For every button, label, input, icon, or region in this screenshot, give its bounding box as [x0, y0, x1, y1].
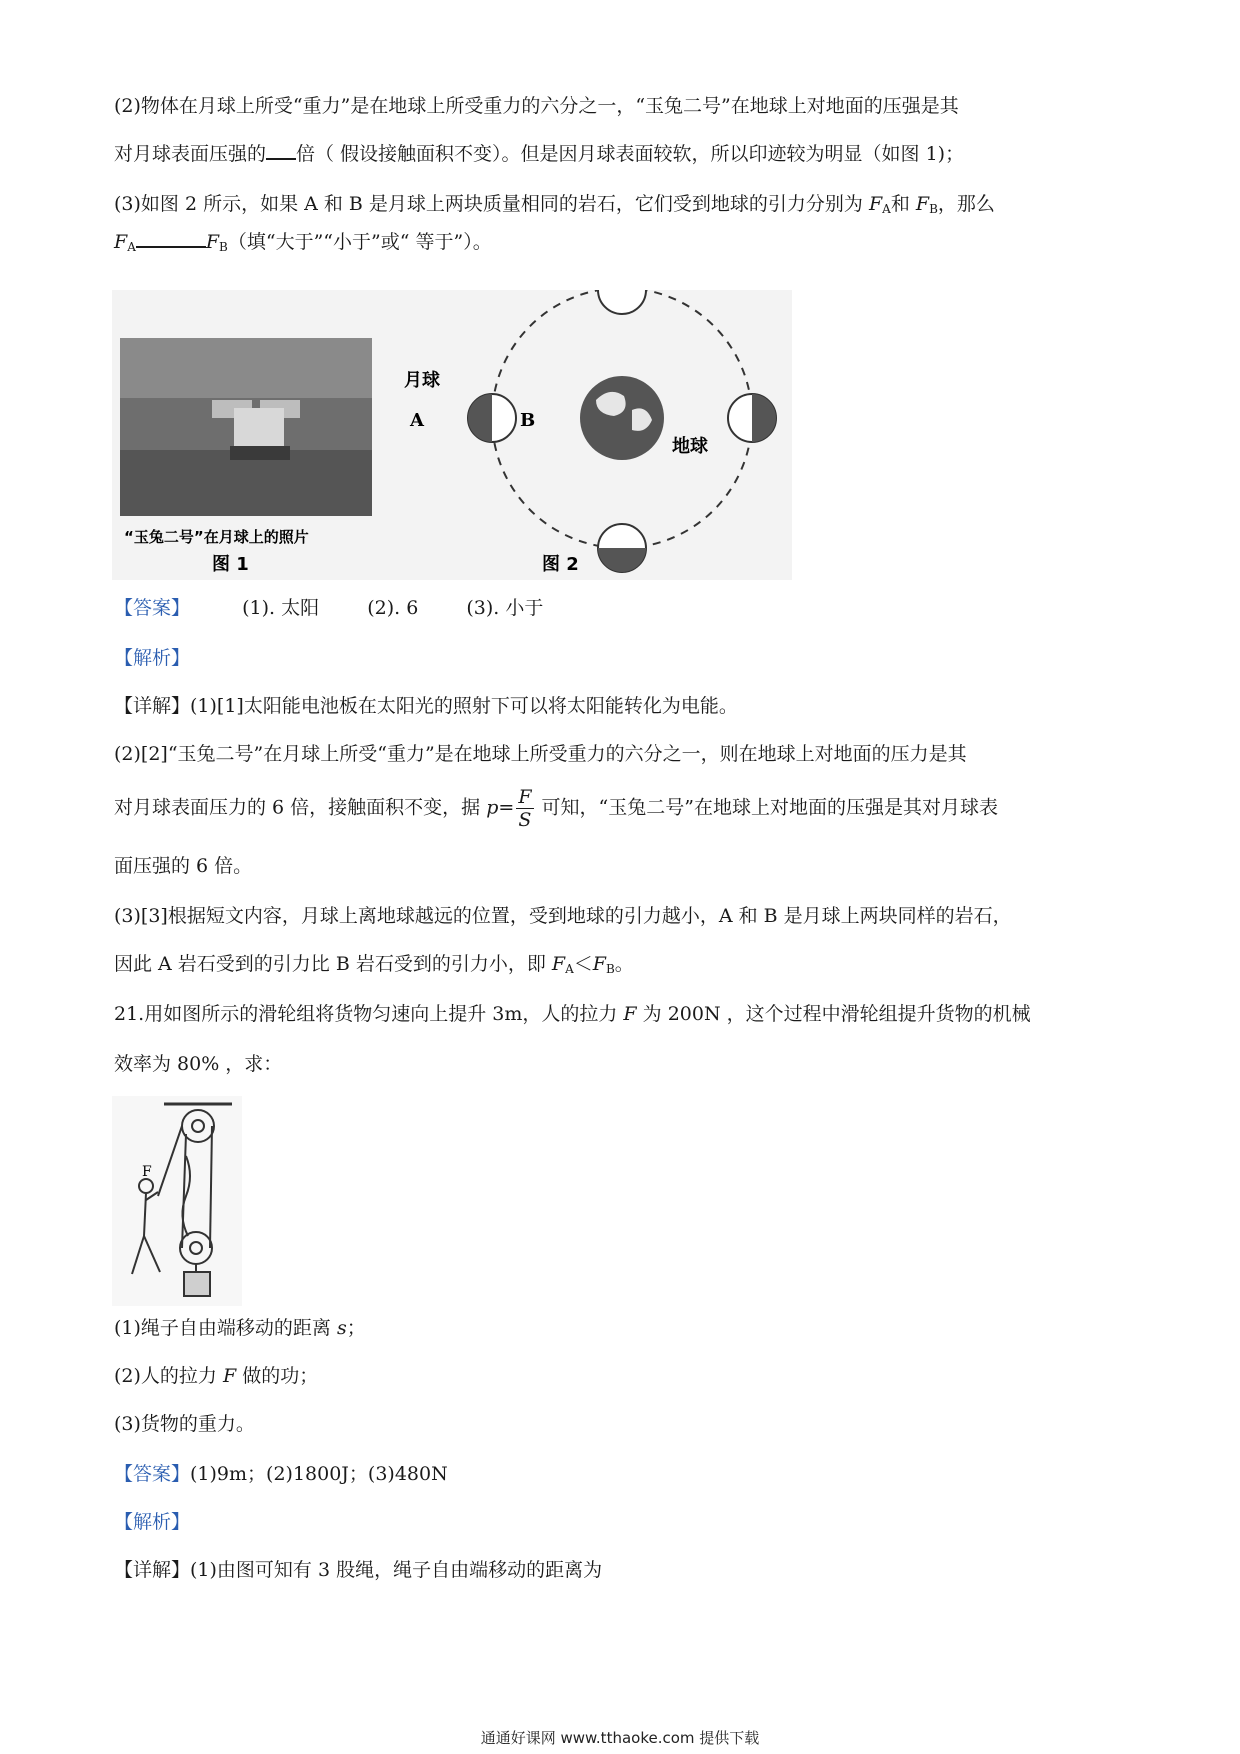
- q21-analysis-tag: [114, 1508, 190, 1536]
- q20-part2-line1: (2)物体在月球上所受“重力”是在地球上所受重力的六分之一，“玉兔二号”在地球上对地面的压强是其: [114, 95, 959, 117]
- subscript: A: [565, 962, 574, 976]
- answer-blank: [136, 228, 206, 248]
- moon-right-icon: [728, 394, 776, 442]
- text-segment: 。: [614, 953, 634, 975]
- cargo-box: [184, 1272, 210, 1296]
- q20-answer-line: [114, 594, 543, 622]
- page-footer: 通通好课网 www.tthaoke.com 提供下载: [480, 1729, 760, 1747]
- text-segment: (1)绳子自由端移动的距离: [114, 1317, 331, 1339]
- symbol-F: F: [205, 231, 220, 253]
- q21-detail1: [114, 1556, 602, 1584]
- q20-detail3-line1: (3)[3]根据短文内容，月球上离地球越远的位置，受到地球的引力越小，A 和 B 是月球上两块同样的岩石，: [114, 905, 1012, 927]
- q20-part2-line2: [114, 140, 964, 168]
- rock-b-label: B: [520, 410, 536, 431]
- text-segment: 倍（ 假设接触面积不变）。但是因月球表面较软，所以印迹较为明显（如图 1)；: [296, 143, 965, 165]
- subscript: A: [127, 240, 136, 254]
- text-segment: 对月球表面压强的: [114, 143, 267, 165]
- less-than: ＜: [573, 953, 593, 975]
- answer-item: (1). 太阳: [242, 597, 320, 619]
- text-segment: 对月球表面压力的 6 倍，接触面积不变，据: [114, 796, 481, 819]
- q20-analysis-tag: [114, 644, 190, 672]
- q20-detail1: [114, 692, 738, 720]
- figure1-caption: “玉兔二号”在月球上的照片: [124, 528, 309, 546]
- text-segment: (1)[1]太阳能电池板在太阳光的照射下可以将太阳能转化为电能。: [190, 695, 738, 717]
- symbol-F: F: [222, 1365, 237, 1387]
- detail-tag: 【详解】: [114, 695, 191, 717]
- answer-item: (2). 6: [367, 597, 419, 619]
- moon-label: 月球: [404, 370, 440, 391]
- q20-detail2-line1: (2)[2]“玉兔二号”在月球上所受“重力”是在地球上所受重力的六分之一，则在地球上对地面的压力是其: [114, 743, 967, 765]
- detail-tag: 【详解】: [114, 1559, 191, 1581]
- q20-detail2-line2: [114, 786, 998, 831]
- answer-blank: [266, 140, 296, 160]
- text-segment: 和: [890, 193, 910, 215]
- q21-sub3: (3)货物的重力。: [114, 1413, 255, 1435]
- q20-detail2-line3: 面压强的 6 倍。: [114, 855, 253, 877]
- pulley-figure: [112, 1096, 242, 1306]
- text-segment: 可知，“玉兔二号”在地球上对地面的压强是其对月球表: [541, 796, 998, 819]
- answer-tag: 【答案】: [114, 1463, 191, 1485]
- symbol-F: F: [868, 193, 883, 215]
- text-segment: 为 200N ，这个过程中滑轮组提升货物的机械: [642, 1003, 1031, 1025]
- subscript: B: [605, 962, 615, 976]
- text-segment: 做的功；: [242, 1365, 319, 1387]
- earth-label: 地球: [672, 436, 708, 457]
- force-label: F: [142, 1164, 152, 1180]
- figure1-label: 图 1: [212, 554, 249, 575]
- symbol-F: F: [915, 193, 930, 215]
- formula-p: p=: [486, 796, 515, 819]
- symbol-F: F: [114, 231, 128, 253]
- text-segment: (3)如图 2 所示，如果 A 和 B 是月球上两块质量相同的岩石，它们受到地球的引力分别为: [114, 193, 863, 215]
- subscript: B: [219, 240, 228, 254]
- q21-sub1: [114, 1314, 366, 1342]
- subscript: B: [929, 202, 938, 216]
- lunar-rover-photo: [120, 338, 372, 516]
- symbol-F: F: [623, 1003, 637, 1025]
- symbol-s: s: [336, 1317, 347, 1339]
- answer-item: (3). 小于: [466, 597, 544, 619]
- q21-stem-line1: [114, 1000, 1031, 1028]
- q21-stem-line2: 效率为 80% ，求：: [114, 1053, 283, 1075]
- rock-a-label: A: [410, 410, 424, 431]
- q20-detail3-line2: [114, 950, 634, 983]
- text-segment: (1)由图可知有 3 股绳，绳子自由端移动的距离为: [190, 1559, 603, 1581]
- q20-part3-line2: [114, 228, 492, 261]
- text-segment: ，那么: [937, 193, 995, 215]
- text-segment: （填“大于”“小于”或“ 等于”）。: [227, 231, 492, 253]
- answer-text: (1)9m；(2)1800J；(3)480N: [190, 1463, 448, 1485]
- q21-answer-line: [114, 1460, 448, 1488]
- text-segment: (2)人的拉力: [114, 1365, 217, 1387]
- answer-tag: 【答案】: [114, 597, 191, 619]
- text-segment: 21.用如图所示的滑轮组将货物匀速向上提升 3m，人的拉力: [114, 1003, 618, 1025]
- moon-bottom-icon: [598, 524, 646, 572]
- text-segment: 因此 A 岩石受到的引力比 B 岩石受到的引力小，即: [114, 953, 546, 975]
- text-segment: ；: [346, 1317, 366, 1339]
- figure2-label: 图 2: [542, 554, 579, 575]
- figures-1-2: [112, 290, 792, 580]
- fraction-F-over-S: [516, 786, 533, 831]
- q21-sub2: [114, 1362, 318, 1390]
- subscript: A: [882, 202, 891, 216]
- numerator: F: [518, 786, 532, 808]
- q20-part3-line1: [114, 190, 995, 223]
- denominator: S: [518, 809, 532, 831]
- symbol-F: F: [551, 953, 566, 975]
- analysis-tag: 【解析】: [114, 1511, 191, 1533]
- earth-icon: [580, 376, 664, 460]
- symbol-F: F: [592, 953, 606, 975]
- moon-left-icon: [468, 394, 516, 442]
- analysis-tag: 【解析】: [114, 647, 191, 669]
